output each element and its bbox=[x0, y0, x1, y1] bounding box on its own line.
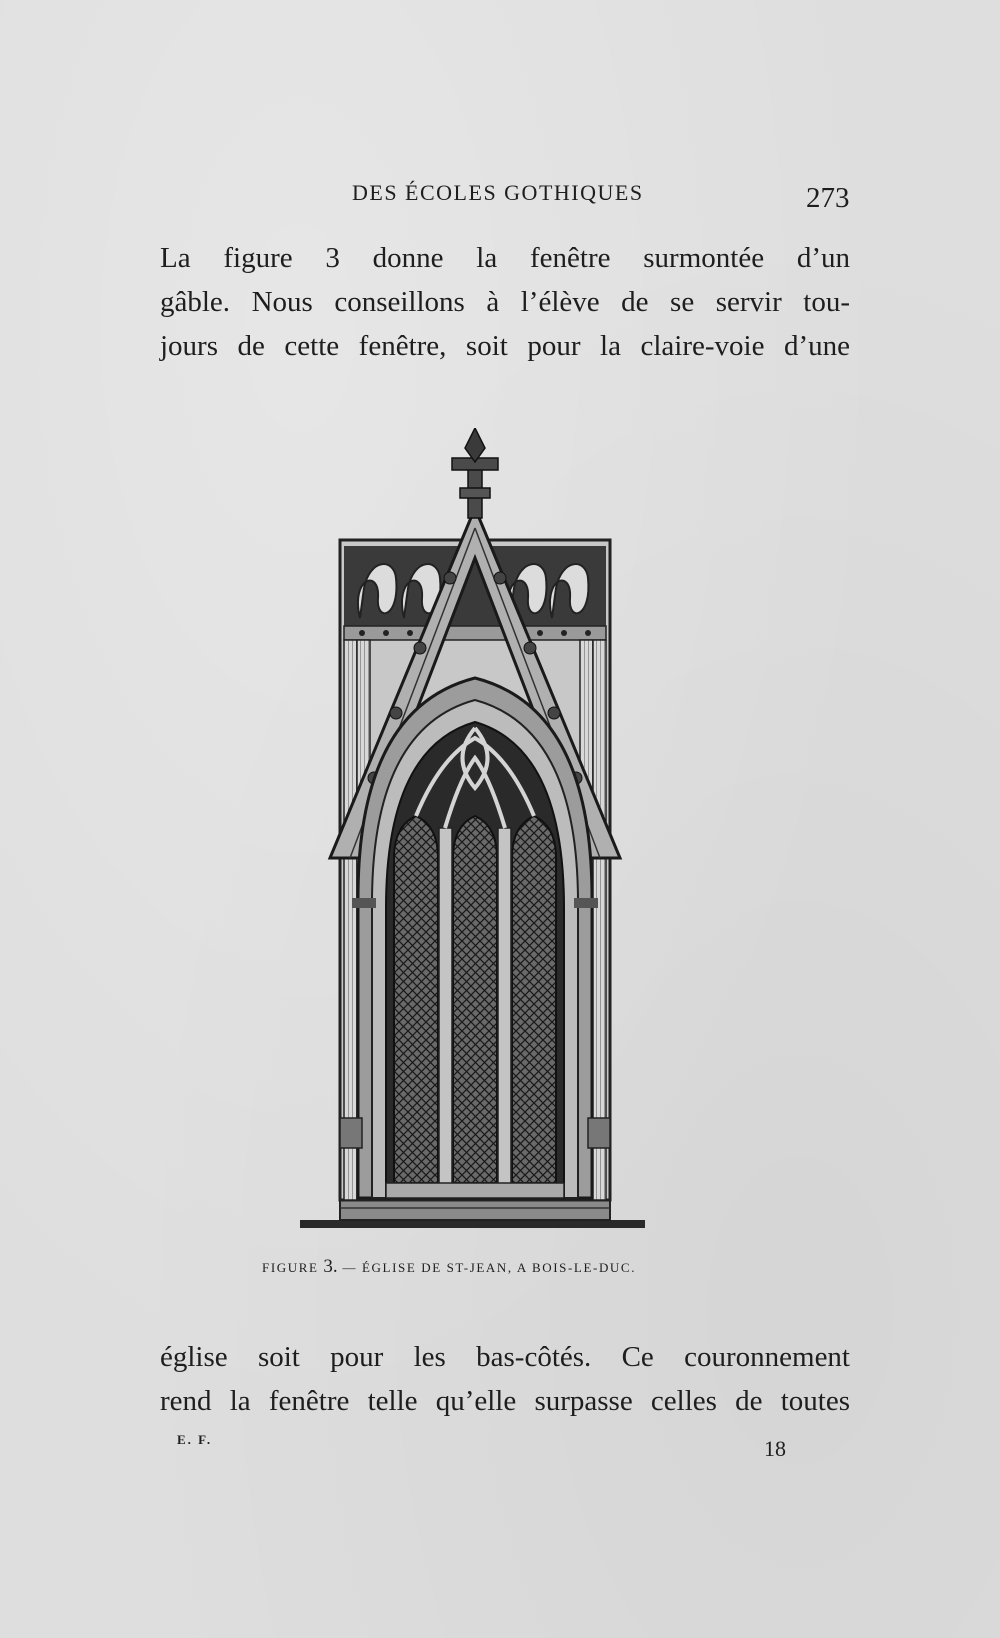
paragraph-line: gâble. Nous conseillons à l’élève de se servir tou- bbox=[160, 286, 850, 318]
running-head: DES ÉCOLES GOTHIQUES bbox=[352, 180, 644, 205]
gothic-window-engraving bbox=[300, 428, 660, 1240]
paragraph-top bbox=[160, 236, 850, 368]
paragraph-line: rend la fenêtre telle qu’elle surpasse celles de toutes bbox=[160, 1385, 850, 1417]
caption-text: ÉGLISE DE ST-JEAN, A BOIS-LE-DUC. bbox=[362, 1260, 637, 1275]
paragraph-line: église soit pour les bas-côtés. Ce couronnement bbox=[160, 1341, 850, 1373]
figure-caption bbox=[262, 1256, 636, 1278]
signature-mark: E. F. bbox=[177, 1432, 213, 1447]
caption-label: FIGURE bbox=[262, 1260, 319, 1275]
paragraph-line: jours de cette fenêtre, soit pour la claire-voie d’une bbox=[160, 330, 850, 362]
page-number: 273 bbox=[806, 182, 850, 214]
caption-dash: — bbox=[342, 1260, 358, 1275]
sheet-number: 18 bbox=[764, 1436, 786, 1461]
caption-number: 3. bbox=[323, 1256, 338, 1277]
paragraph-bottom bbox=[160, 1335, 850, 1423]
paragraph-line: La figure 3 donne la fenêtre surmontée d’un bbox=[160, 242, 850, 274]
